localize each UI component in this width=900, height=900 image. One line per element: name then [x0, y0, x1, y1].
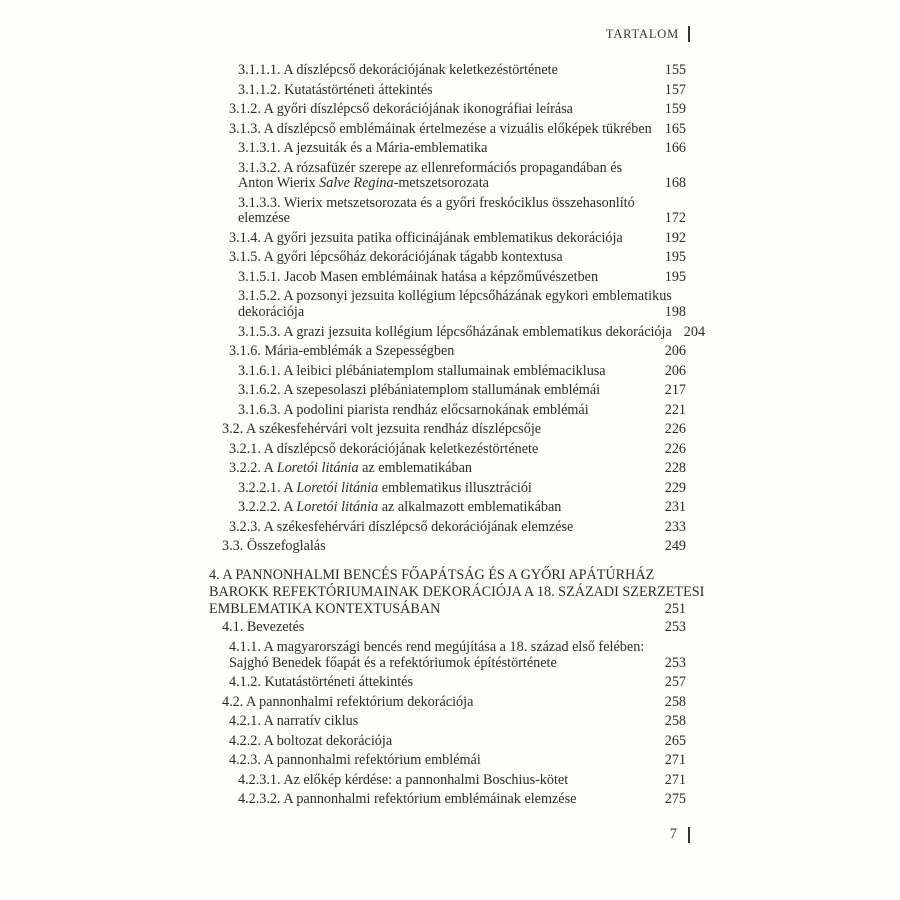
toc-entry-line [238, 289, 686, 305]
toc-entry-line [238, 270, 686, 286]
toc-entry-line [229, 714, 686, 730]
toc-entry-text-segment: 4.2.3. A pannonhalmi refektórium emblémái [229, 752, 481, 769]
toc-entry-text-segment: 3.2.2.2. A [238, 499, 297, 516]
toc-entry-text [209, 601, 440, 618]
toc-entry-text [209, 567, 654, 584]
toc-entry-text-segment: 3.1.6.2. A szepesolaszi plébániatemplom stallumának emblémái [238, 382, 601, 399]
toc-entry-text-segment: 3.1.2. A győri díszlépcső dekorációjának ikonográfiai leírása [229, 101, 573, 117]
toc-page-number: 217 [664, 382, 686, 399]
toc-entry [238, 500, 686, 516]
toc-entry-line [222, 620, 686, 636]
toc-page-number: 231 [664, 499, 686, 516]
toc-page-number: 204 [683, 323, 706, 340]
toc-entry-text-segment: 3.1.3.2. A rózsafüzér szerepe az ellenreformációs propagandában és [238, 159, 623, 176]
toc-entry [238, 161, 686, 192]
toc-entry-line [209, 567, 686, 584]
toc-list [209, 62, 706, 812]
toc-entry-text-segment: 4.2.3.1. Az előkép kérdése: a pannonhalmi Boschius-kötet [238, 771, 569, 788]
toc-entry-line [238, 323, 706, 341]
toc-entry-text-italic: Loretói litánia [296, 479, 379, 496]
toc-entry-text-segment: 4.1. Bevezetés [222, 619, 305, 636]
toc-page-number: 253 [664, 654, 686, 671]
toc-entry-text [238, 364, 606, 380]
toc-entry-text-segment: Anton Wierix [238, 175, 320, 192]
toc-entry [229, 102, 686, 118]
toc-entry-text-segment: 4.2.2. A boltozat dekorációja [229, 732, 393, 749]
toc-entry-line [209, 601, 686, 618]
toc-entry-line [222, 695, 686, 711]
toc-entry-line [238, 773, 686, 789]
toc-entry-text [229, 675, 413, 691]
toc-entry-line [229, 442, 686, 458]
toc-entry-text [229, 344, 454, 360]
toc-entry-text-segment: 4.2. A pannonhalmi refektórium dekorációja [222, 693, 474, 710]
toc-entry-text-segment: -metszetsorozata [393, 175, 489, 192]
toc-entry-text [229, 461, 472, 477]
toc-entry-text-segment: 4.1.2. Kutatástörténeti áttekintés [229, 674, 413, 691]
toc-entry-text-segment: 3.1.6.3. A podolini piarista rendház előcsarnokának emblémái [238, 401, 589, 418]
toc-entry-text-segment: 3.2.1. A díszlépcső dekorációjának keletkezéstörténete [229, 440, 539, 457]
toc-page-number: 258 [664, 693, 686, 710]
toc-entry-text-italic: Loretói litánia [276, 460, 359, 477]
toc-page-number: 166 [664, 140, 686, 156]
toc-entry-text [209, 584, 704, 601]
toc-entry [229, 250, 686, 266]
toc-page-number: 249 [664, 538, 686, 555]
toc-entry [229, 714, 686, 730]
toc-entry [238, 270, 686, 286]
toc-entry-text [222, 695, 473, 711]
toc-entry-text-segment: 3.1.5. A győri lépcsőház dekorációjának tágabb kontextusa [229, 249, 563, 266]
toc-entry-line [238, 383, 686, 399]
toc-entry-line [238, 364, 686, 380]
toc-entry [238, 63, 686, 79]
toc-entry-line [238, 500, 686, 516]
toc-page-number: 159 [664, 101, 686, 117]
toc-entry-text-segment: az alkalmazott emblematikában [378, 499, 562, 516]
toc-page-number: 157 [664, 81, 686, 98]
toc-entry-text [238, 289, 672, 305]
toc-entry [222, 422, 686, 438]
toc-entry [229, 734, 686, 750]
toc-page-number: 195 [664, 249, 686, 266]
toc-entry-line [222, 539, 686, 555]
toc-page-number: 198 [664, 304, 686, 321]
toc-entry [229, 344, 686, 360]
toc-entry-text [229, 753, 481, 769]
toc-entry-line [238, 63, 686, 79]
toc-entry-text [238, 481, 532, 497]
toc-entry-text [229, 714, 358, 730]
toc-entry [238, 364, 686, 380]
toc-entry-text [229, 640, 644, 656]
toc-entry-line [229, 753, 686, 769]
running-header [606, 26, 690, 42]
toc-entry-text [238, 270, 598, 286]
toc-entry [229, 461, 686, 477]
toc-entry-text-segment: 3.2.2. A [229, 460, 277, 477]
toc-entry-text-segment: EMBLEMATIKA KONTEXTUSÁBAN [209, 601, 441, 618]
toc-page-number: 258 [664, 713, 686, 730]
toc-entry-text-italic: Salve Regina [319, 175, 394, 192]
toc-entry [229, 231, 686, 247]
toc-entry [229, 520, 686, 536]
toc-entry-text-segment: 3.3. Összefoglalás [222, 538, 326, 555]
toc-chapter-entry [209, 566, 705, 619]
toc-page-number: 228 [664, 460, 686, 477]
toc-page-number: 172 [664, 210, 686, 227]
toc-entry-line [238, 196, 686, 212]
toc-entry-line [229, 102, 686, 118]
toc-entry-line [229, 520, 686, 536]
toc-entry-line [209, 584, 705, 601]
toc-entry-text [238, 141, 487, 157]
toc-entry-line [229, 461, 686, 477]
toc-entry [238, 83, 686, 99]
toc-page-number: 165 [664, 120, 686, 137]
toc-entry-text [238, 325, 672, 341]
toc-entry [238, 403, 686, 419]
toc-entry [238, 383, 686, 399]
toc-entry-line [238, 403, 686, 419]
toc-entry-text-segment: Sajghó Benedek főapát és a refektóriumok építéstörténete [229, 654, 557, 671]
toc-entry-line [238, 211, 686, 227]
toc-entry-text [229, 122, 652, 138]
toc-entry-text-segment: BAROKK REFEKTÓRIUMAINAK DEKORÁCIÓJA A 18. SZÁZADI SZERZETESI [209, 584, 705, 601]
toc-page-number: 192 [664, 229, 686, 246]
toc-page-number: 195 [664, 268, 686, 285]
toc-page-number: 257 [664, 674, 686, 691]
toc-entry-text-segment: 4. A PANNONHALMI BENCÉS FŐAPÁTSÁG ÉS A GYŐRI APÁTÚRHÁZ [209, 566, 655, 583]
toc-entry-text-segment: emblematikus illusztrációi [378, 479, 532, 496]
toc-entry [222, 539, 686, 555]
toc-entry-text [238, 83, 433, 99]
toc-entry-line [229, 734, 686, 750]
toc-entry [238, 323, 706, 341]
toc-entry-text [238, 176, 489, 192]
toc-entry-text [229, 442, 538, 458]
toc-entry-text-italic: Loretói litánia [296, 499, 379, 516]
toc-entry-text [222, 422, 541, 438]
toc-page-number: 271 [664, 752, 686, 769]
toc-entry-text [222, 620, 304, 636]
toc-entry-text-segment: 3.1.6.1. A leibici plébániatemplom stallumainak emblémaciklusa [238, 362, 606, 379]
toc-entry-line [229, 656, 686, 672]
toc-entry-text-segment: 3.1.6. Mária-emblémák a Szepességben [229, 343, 455, 360]
toc-entry [238, 792, 686, 808]
toc-entry-text-segment: 4.2.1. A narratív ciklus [229, 713, 359, 730]
toc-entry-line [238, 176, 686, 192]
toc-entry-text-segment: 3.1.3. A díszlépcső emblémáinak értelmezése a vizuális előképek tükrében [229, 120, 652, 137]
toc-entry-text-segment: 3.1.4. A győri jezsuita patika officinájának emblematikus dekorációja [229, 229, 623, 246]
toc-entry-text-segment: 4.2.3.2. A pannonhalmi refektórium emblémáinak elemzése [238, 791, 577, 808]
toc-entry [222, 695, 686, 711]
toc-page-number: 155 [664, 62, 686, 78]
toc-entry-text [222, 539, 326, 555]
toc-entry-text [238, 161, 622, 177]
toc-page-number: 275 [664, 791, 686, 808]
toc-entry-text-segment: 3.1.1.1. A díszlépcső dekorációjának keletkezéstörténete [238, 62, 558, 78]
toc-entry-text [238, 792, 576, 808]
page-number: 7 [669, 826, 677, 842]
toc-entry-text [229, 102, 573, 118]
toc-entry-text [229, 734, 392, 750]
toc-entry-text-segment: 3.2. A székesfehérvári volt jezsuita rendház díszlépcsője [222, 421, 542, 438]
toc-entry-text [238, 196, 635, 212]
toc-entry-text [229, 656, 557, 672]
toc-entry-text-segment: 3.2.2.1. A [238, 479, 297, 496]
toc-entry [229, 640, 686, 671]
toc-entry-line [238, 792, 686, 808]
toc-entry-text [238, 773, 568, 789]
toc-entry [238, 773, 686, 789]
toc-page-number: 168 [664, 175, 686, 192]
toc-entry [229, 675, 686, 691]
toc-entry [229, 442, 686, 458]
header-rule [688, 26, 690, 42]
toc-page-number: 226 [664, 421, 686, 438]
toc-page-number: 233 [664, 518, 686, 535]
toc-entry [229, 753, 686, 769]
toc-entry-text [229, 250, 563, 266]
toc-entry-text-segment: dekorációja [238, 304, 305, 321]
toc-entry-text-segment: 3.1.5.1. Jacob Masen emblémáinak hatása a képzőművészetben [238, 268, 599, 285]
toc-entry-line [229, 344, 686, 360]
toc-entry [238, 481, 686, 497]
toc-page-number: 226 [664, 440, 686, 457]
toc-entry-text [238, 383, 600, 399]
toc-entry-line [238, 161, 686, 177]
toc-page-number: 206 [664, 343, 686, 360]
toc-entry-text-segment: 3.1.3.3. Wierix metszetsorozata és a győri freskóciklus összehasonlító [238, 194, 635, 211]
toc-entry [238, 289, 686, 320]
toc-entry-text [238, 63, 558, 79]
toc-page-number: 271 [664, 771, 686, 788]
toc-entry-line [229, 231, 686, 247]
toc-entry-text-segment: az emblematikában [358, 460, 473, 477]
toc-entry-text [229, 520, 573, 536]
footer-rule [688, 827, 690, 843]
toc-entry-line [229, 675, 686, 691]
toc-entry [238, 141, 686, 157]
toc-page-number: 265 [664, 732, 686, 749]
toc-entry-text [238, 403, 589, 419]
toc-entry-text [238, 500, 561, 516]
toc-entry-line [229, 250, 686, 266]
toc-entry-text-segment: 3.2.3. A székesfehérvári díszlépcső dekorációjának elemzése [229, 518, 574, 535]
toc-entry-line [238, 83, 686, 99]
toc-entry-text-segment: 3.1.5.3. A grazi jezsuita kollégium lépcsőházának emblematikus dekorációja [238, 323, 672, 340]
toc-entry-text-segment: 4.1.1. A magyarországi bencés rend megújítása a 18. század első felében: [229, 638, 645, 655]
toc-page-number: 253 [664, 619, 686, 636]
toc-entry-line [238, 141, 686, 157]
toc-entry-text [238, 305, 304, 321]
toc-entry-text-segment: 3.1.5.2. A pozsonyi jezsuita kollégium lépcsőházának egykori emblematikus [238, 288, 672, 305]
header-title: TARTALOM [605, 26, 679, 41]
toc-entry-line [229, 122, 686, 138]
toc-entry-text-segment: elemzése [238, 210, 290, 227]
toc-entry-line [222, 422, 686, 438]
toc-page-number: 251 [664, 601, 686, 618]
toc-entry [229, 122, 686, 138]
toc-page-number: 229 [664, 479, 686, 496]
toc-page-number: 206 [664, 362, 686, 379]
toc-entry [222, 620, 686, 636]
toc-entry-text [238, 211, 290, 227]
toc-page-number: 221 [664, 401, 686, 418]
toc-entry-text-segment: 3.1.3.1. A jezsuiták és a Mária-emblematika [238, 140, 488, 156]
toc-entry-line [238, 305, 686, 321]
page-footer [670, 826, 690, 843]
toc-entry-text [229, 231, 623, 247]
toc-entry [238, 196, 686, 227]
toc-entry-line [238, 481, 686, 497]
toc-entry-line [229, 640, 686, 656]
toc-entry-text-segment: 3.1.1.2. Kutatástörténeti áttekintés [238, 81, 433, 98]
